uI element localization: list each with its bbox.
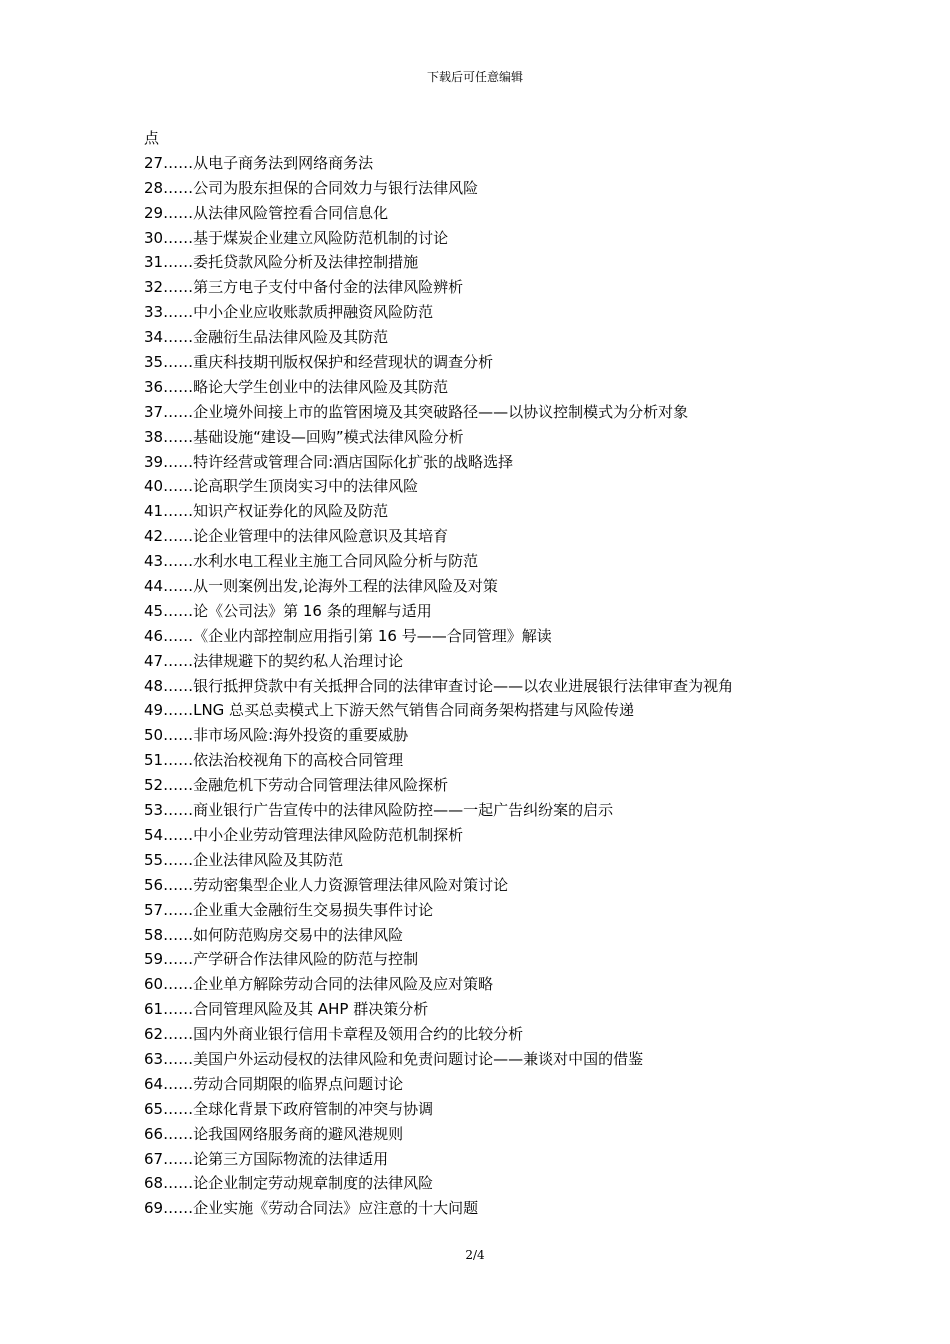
list-item: 57……企业重大金融衍生交易损失事件讨论 xyxy=(144,900,434,919)
list-item: 31……委托贷款风险分析及法律控制措施 xyxy=(144,253,419,272)
continuation-text: 点 xyxy=(144,129,160,147)
list-item: 46……《企业内部控制应用指引第 16 号——合同管理》解读 xyxy=(144,626,552,645)
list-item: 53……商业银行广告宣传中的法律风险防控——一起广告纠纷案的启示 xyxy=(144,801,614,820)
list-item: 55……企业法律风险及其防范 xyxy=(144,850,344,869)
list-item: 41……知识产权证券化的风险及防范 xyxy=(144,502,389,521)
list-item: 33……中小企业应收账款质押融资风险防范 xyxy=(144,303,434,322)
list-item: 32……第三方电子支付中备付金的法律风险辨析 xyxy=(144,278,464,297)
list-item: 37……企业境外间接上市的监管困境及其突破路径——以协议控制模式为分析对象 xyxy=(144,402,689,421)
list-item: 59……产学研合作法律风险的防范与控制 xyxy=(144,950,419,969)
list-item: 47……法律规避下的契约私人治理讨论 xyxy=(144,651,404,670)
list-item: 29……从法律风险管控看合同信息化 xyxy=(144,203,389,222)
list-item: 68……论企业制定劳动规章制度的法律风险 xyxy=(144,1174,434,1193)
list-item: 50……非市场风险:海外投资的重要威胁 xyxy=(144,726,409,745)
list-item: 49……LNG 总买总卖模式上下游天然气销售合同商务架构搭建与风险传递 xyxy=(144,701,635,720)
page-header: 下载后可任意编辑 xyxy=(426,70,523,84)
list-item: 39……特许经营或管理合同:酒店国际化扩张的战略选择 xyxy=(144,452,514,471)
list-item: 34……金融衍生品法律风险及其防范 xyxy=(144,328,389,347)
list-item: 61……合同管理风险及其 AHP 群决策分析 xyxy=(144,1000,429,1019)
list-item: 36……略论大学生创业中的法律风险及其防范 xyxy=(144,377,449,396)
list-item: 60……企业单方解除劳动合同的法律风险及应对策略 xyxy=(144,975,494,994)
list-item: 66……论我国网络服务商的避风港规则 xyxy=(144,1124,404,1143)
list-item: 45……论《公司法》第 16 条的理解与适用 xyxy=(144,601,432,620)
list-item: 56……劳动密集型企业人力资源管理法律风险对策讨论 xyxy=(144,875,509,894)
list-item: 52……金融危机下劳动合同管理法律风险探析 xyxy=(144,776,449,795)
list-item: 64……劳动合同期限的临界点问题讨论 xyxy=(144,1074,404,1093)
list-item: 67……论第三方国际物流的法律适用 xyxy=(144,1149,389,1168)
list-item: 65……全球化背景下政府管制的冲突与协调 xyxy=(144,1099,434,1118)
list-item: 58……如何防范购房交易中的法律风险 xyxy=(144,925,404,944)
page-number: 2/4 xyxy=(465,1248,485,1262)
list-item: 48……银行抵押贷款中有关抵押合同的法律审查讨论——以农业进展银行法律审查为视角 xyxy=(144,676,734,695)
list-item: 42……论企业管理中的法律风险意识及其培育 xyxy=(144,527,449,546)
list-item: 69……企业实施《劳动合同法》应注意的十大问题 xyxy=(144,1199,479,1218)
list-item: 28……公司为股东担保的合同效力与银行法律风险 xyxy=(144,178,479,197)
list-item: 27……从电子商务法到网络商务法 xyxy=(144,153,374,172)
list-item: 51……依法治校视角下的高校合同管理 xyxy=(144,751,404,770)
list-item: 40……论高职学生顶岗实习中的法律风险 xyxy=(144,477,419,496)
list-item: 35……重庆科技期刊版权保护和经营现状的调查分析 xyxy=(144,353,494,372)
list-item: 43……水利水电工程业主施工合同风险分析与防范 xyxy=(144,552,479,571)
list-item: 38……基础设施“建设—回购”模式法律风险分析 xyxy=(144,427,464,446)
list-item: 44……从一则案例出发,论海外工程的法律风险及对策 xyxy=(144,577,498,596)
list-item: 63……美国户外运动侵权的法律风险和免责问题讨论——兼谈对中国的借鉴 xyxy=(144,1049,644,1068)
list-item: 30……基于煤炭企业建立风险防范机制的讨论 xyxy=(144,228,449,247)
document-body xyxy=(144,126,844,1221)
list-item: 54……中小企业劳动管理法律风险防范机制探析 xyxy=(144,825,464,844)
list-item: 62……国内外商业银行信用卡章程及领用合约的比较分析 xyxy=(144,1025,524,1044)
title-list xyxy=(144,151,844,1221)
